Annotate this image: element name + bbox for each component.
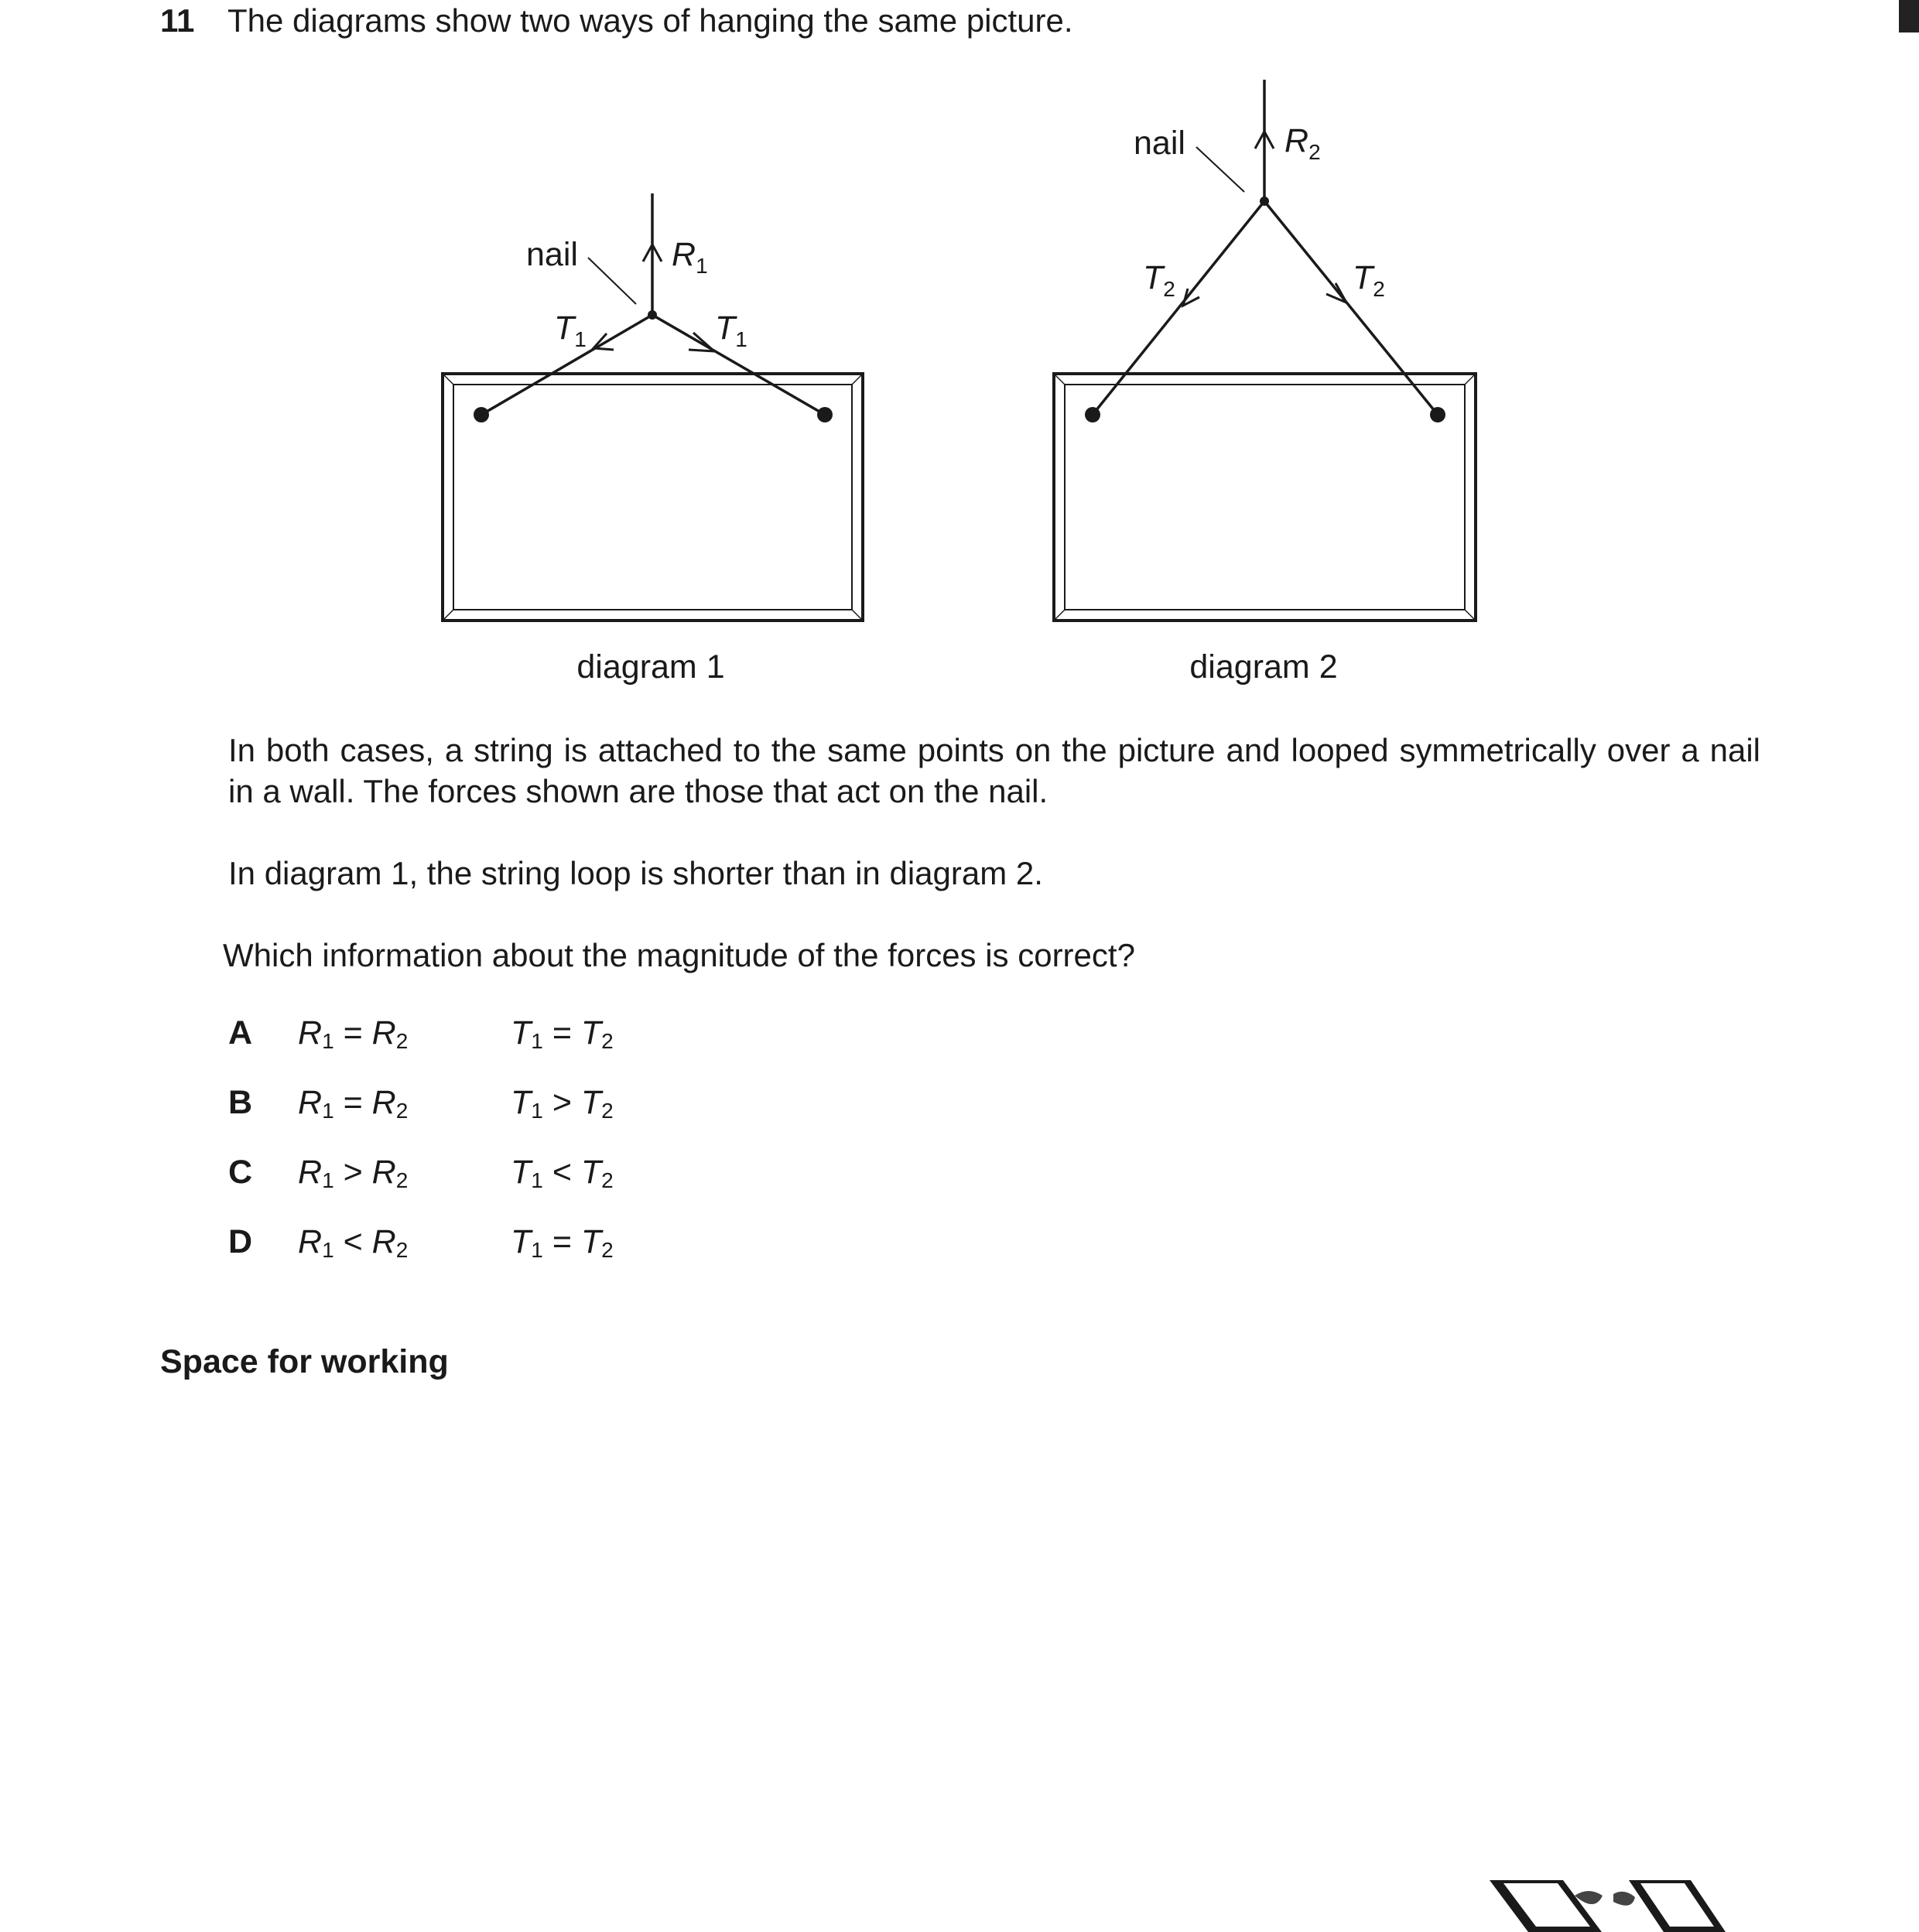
tension-label-t1-left: $T_1$: [554, 309, 587, 351]
force-label-r2: $R_2$: [1284, 122, 1321, 164]
attachment-point-left-2: [1085, 407, 1100, 422]
attachment-point-left-1: [474, 407, 489, 422]
diagram-1-caption: diagram 1: [576, 648, 725, 686]
option-c[interactable]: [228, 1149, 847, 1195]
string-1: [481, 315, 825, 415]
option-r-expression: $R_1 = R_2$: [298, 1014, 409, 1053]
nail-leader-2: [1196, 147, 1244, 192]
picture-frame-2: [1054, 374, 1476, 621]
arrowhead-t1-left: [593, 333, 614, 350]
space-for-working-label: Space for working: [160, 1343, 449, 1380]
option-letter: C: [228, 1154, 253, 1191]
attachment-point-right-1: [817, 407, 833, 422]
attachment-point-right-2: [1430, 407, 1445, 422]
question-number: 11: [160, 2, 195, 39]
option-t-expression: $T_1 > T_2$: [511, 1084, 614, 1123]
comparison-paragraph: In diagram 1, the string loop is shorter than in diagram 2.: [228, 855, 1043, 891]
diagram-1: [443, 193, 863, 686]
option-a[interactable]: [228, 1010, 847, 1056]
context-paragraph: In both cases, a string is attached to the same points on the picture and looped symmetrically over a nail in a wall. The forces shown are those that act on the nail.: [228, 732, 1760, 809]
option-letter: D: [228, 1223, 253, 1260]
nail-label-2: nail: [1134, 125, 1185, 162]
option-r-expression: $R_1 < R_2$: [298, 1223, 409, 1262]
tension-label-t2-left: $T_2$: [1143, 259, 1175, 301]
option-d[interactable]: [228, 1219, 847, 1265]
option-letter: B: [228, 1084, 253, 1121]
diagram-2: [1054, 80, 1476, 686]
string-2: [1093, 201, 1438, 415]
force-label-r1: $R_1$: [672, 236, 708, 278]
option-b[interactable]: [228, 1079, 847, 1126]
question-stem: The diagrams show two ways of hanging the same picture.: [227, 2, 1073, 39]
option-letter: A: [228, 1014, 253, 1051]
diagram-2-caption: diagram 2: [1189, 648, 1338, 686]
nail-label-1: nail: [526, 236, 578, 273]
question-prompt: Which information about the magnitude of the forces is correct?: [223, 937, 1135, 973]
tension-label-t2-right: $T_2$: [1353, 259, 1385, 301]
do-not-write-stamp-fragment: [1482, 1880, 1737, 1932]
option-t-expression: $T_1 = T_2$: [511, 1223, 614, 1262]
picture-frame-1: [443, 374, 863, 621]
option-r-expression: $R_1 > R_2$: [298, 1154, 409, 1192]
option-t-expression: $T_1 = T_2$: [511, 1014, 614, 1053]
nail-leader-1: [588, 258, 636, 304]
option-r-expression: $R_1 = R_2$: [298, 1084, 409, 1123]
force-diagrams-figure: [0, 0, 1919, 712]
option-t-expression: $T_1 < T_2$: [511, 1154, 614, 1192]
tension-label-t1-right: $T_1$: [715, 309, 747, 351]
